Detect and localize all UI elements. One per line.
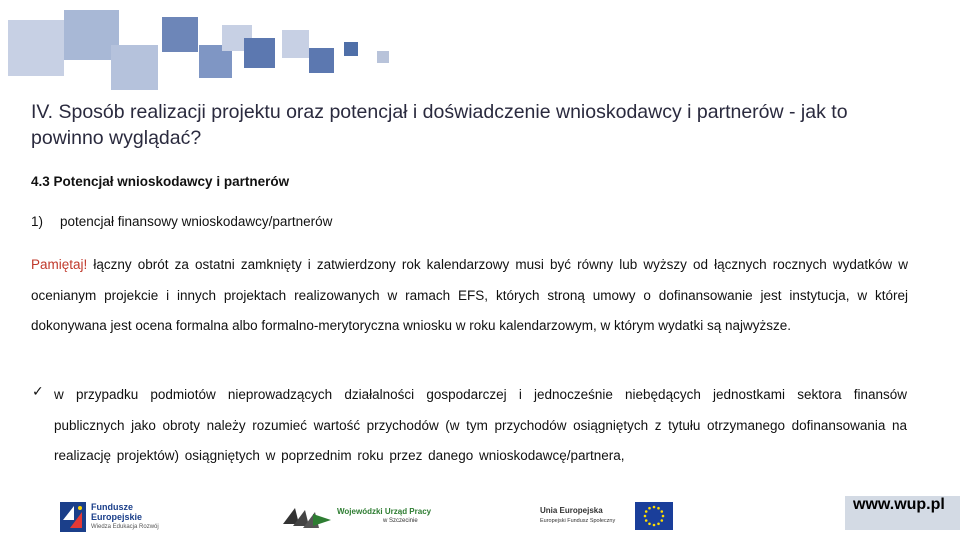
fundusze-europejskie-logo (60, 500, 180, 536)
wup-emblem-icon (279, 502, 335, 532)
reminder-text: łączny obrót za ostatni zamknięty i zatwierdzony rok kalendarzowy musi być równy lub wyższy od łącznych rocznych wydatków w ocenianym projekcie i innych projektach realizowanych w ramach EFS, których stroną umowy o dofinansowanie jest instytucja, w której dokonywana jest ocena formalna albo formalno-merytoryczna wniosku w roku kalendarzowym, w którym wydatki są najwyższe. (31, 257, 908, 333)
website-link[interactable]: www.wup.pl (845, 496, 960, 530)
fe-subtitle: Wiedza Edukacja Rozwój (91, 524, 159, 530)
decor-square (8, 20, 64, 76)
wup-title: Wojewódzki Urząd Pracy (337, 507, 432, 516)
check-icon: ✓ (32, 383, 44, 399)
subheading (31, 214, 332, 229)
bullet-text: w przypadku podmiotów nieprowadzących działalności gospodarczej i jednocześnie niebędących jednostkami sektora finansów publicznych jako obroty należy rozumieć wartość przychodów (w tym przychodów osiągniętych z tytułu otrzymanego dofinansowania na realizację projektów) osiągniętych w poprzednim roku przez danego wnioskodawcę/partnera, (54, 387, 907, 463)
decor-square (309, 48, 334, 73)
warning-label: Pamiętaj! (31, 257, 88, 272)
subheading-number: 1) (31, 214, 44, 229)
eu-flag-icon (635, 502, 673, 530)
subheading-text: potencjał finansowy wnioskodawcy/partnerów (60, 214, 333, 229)
wup-subtitle: w Szczecinie (383, 518, 418, 524)
reminder-paragraph (31, 250, 908, 342)
slide-title: IV. Sposób realizacji projektu oraz potencjał i doświadczenie wnioskodawcy i partnerów - jak to powinno wyglądać? (31, 101, 848, 149)
decor-square (244, 38, 275, 68)
wup-logo (279, 500, 432, 534)
section-heading: 4.3 Potencjał wnioskodawcy i partnerów (31, 174, 290, 189)
unia-europejska-logo (536, 500, 676, 532)
fe-flag-icon (60, 502, 86, 532)
decor-square (162, 17, 198, 52)
decor-square (377, 51, 389, 63)
decor-square (344, 42, 358, 56)
eu-title: Unia Europejska (540, 506, 603, 515)
decor-square (111, 45, 158, 90)
eu-subtitle: Europejski Fundusz Społeczny (540, 518, 616, 524)
decor-square (282, 30, 309, 58)
fe-title: Fundusze Europejskie (91, 502, 143, 522)
